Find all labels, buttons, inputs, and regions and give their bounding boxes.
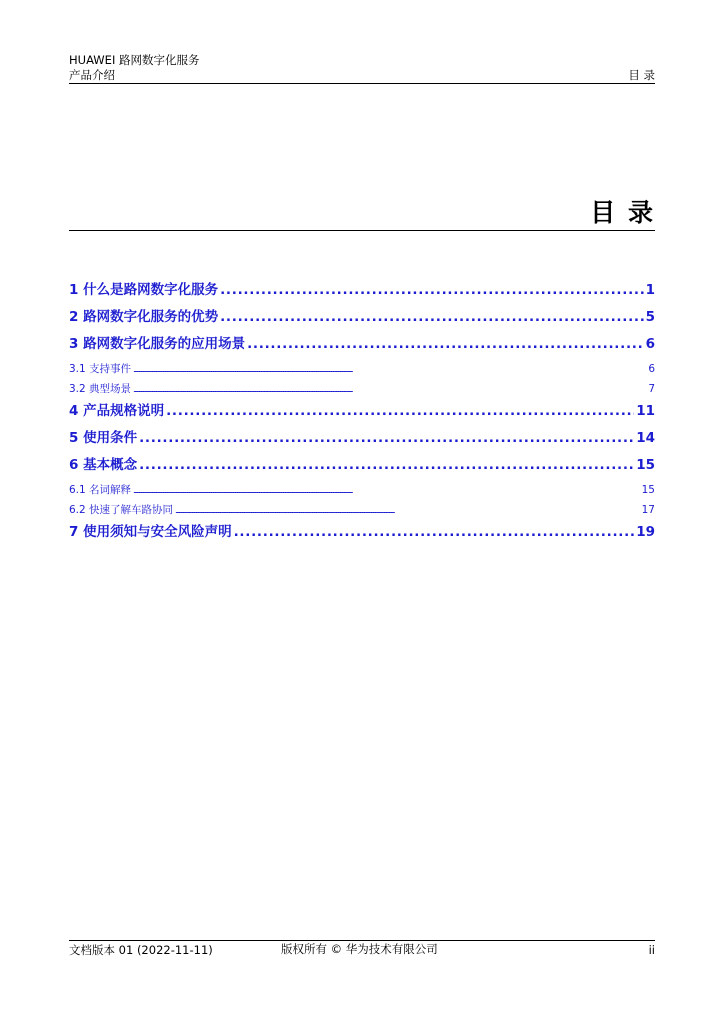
toc-leader-dots: [133, 381, 646, 398]
footer-copyright: 版权所有 © 华为技术有限公司: [281, 942, 438, 956]
toc-title-block: [69, 196, 655, 231]
toc-entry-label[interactable]: 7 使用须知与安全风险声明: [69, 524, 232, 540]
toc-leader-dots: [166, 401, 634, 422]
toc-entry-label[interactable]: 3 路网数字化服务的应用场景: [69, 336, 246, 352]
toc-entry-page[interactable]: 14: [636, 430, 655, 446]
toc-leader-dots: [133, 361, 646, 378]
toc-entry-page[interactable]: 1: [645, 282, 655, 298]
toc-leader-dots: [247, 334, 644, 355]
toc-entry-label[interactable]: 3.1 支持事件: [69, 363, 132, 375]
toc-entry-label[interactable]: 3.2 典型场景: [69, 383, 132, 395]
toc-entry-page[interactable]: 19: [636, 524, 655, 540]
toc-leader-dots: [139, 455, 634, 476]
toc-entry-label[interactable]: 6 基本概念: [69, 457, 138, 473]
toc-entry[interactable]: [69, 381, 655, 401]
toc-entry-label[interactable]: 2 路网数字化服务的优势: [69, 309, 219, 325]
header-divider: [69, 83, 655, 84]
toc-entry-label[interactable]: 6.2 快速了解车路协同: [69, 504, 174, 516]
header-section: 目 录: [628, 68, 655, 82]
header-doc-type: 产品介绍: [69, 68, 115, 82]
toc-leader-dots: [220, 307, 644, 328]
table-of-contents: [69, 280, 655, 549]
toc-entry[interactable]: [69, 334, 655, 361]
toc-entry-page[interactable]: 6: [645, 336, 655, 352]
toc-entry-label[interactable]: 1 什么是路网数字化服务: [69, 282, 219, 298]
toc-entry-page[interactable]: 5: [645, 309, 655, 325]
toc-entry-label[interactable]: 5 使用条件: [69, 430, 138, 446]
toc-entry-page[interactable]: 6: [648, 363, 655, 375]
toc-entry[interactable]: [69, 307, 655, 334]
toc-entry[interactable]: [69, 522, 655, 549]
toc-entry[interactable]: [69, 401, 655, 428]
toc-entry-page[interactable]: 11: [636, 403, 655, 419]
toc-entry[interactable]: [69, 482, 655, 502]
toc-entry-page[interactable]: 17: [641, 504, 655, 516]
page-title: 目 录: [590, 198, 655, 227]
toc-entry[interactable]: [69, 428, 655, 455]
page-header: [69, 52, 655, 84]
page-footer: [69, 940, 655, 958]
toc-leader-dots: [234, 522, 635, 543]
toc-leader-dots: [133, 482, 640, 499]
footer-page-number: ii: [648, 943, 655, 957]
toc-leader-dots: [139, 428, 634, 449]
toc-leader-dots: [220, 280, 644, 301]
toc-entry-label[interactable]: 6.1 名词解释: [69, 484, 132, 496]
toc-entry-page[interactable]: 7: [648, 383, 655, 395]
toc-entry[interactable]: [69, 455, 655, 482]
toc-entry[interactable]: [69, 502, 655, 522]
toc-entry[interactable]: [69, 280, 655, 307]
toc-entry-label[interactable]: 4 产品规格说明: [69, 403, 165, 419]
toc-leader-dots: [175, 502, 640, 519]
toc-entry[interactable]: [69, 361, 655, 381]
title-divider: [69, 230, 655, 231]
toc-entry-page[interactable]: 15: [641, 484, 655, 496]
header-product-name: HUAWEI 路网数字化服务: [69, 53, 200, 67]
toc-entry-page[interactable]: 15: [636, 457, 655, 473]
footer-doc-version: 文档版本 01 (2022-11-11): [69, 943, 213, 957]
